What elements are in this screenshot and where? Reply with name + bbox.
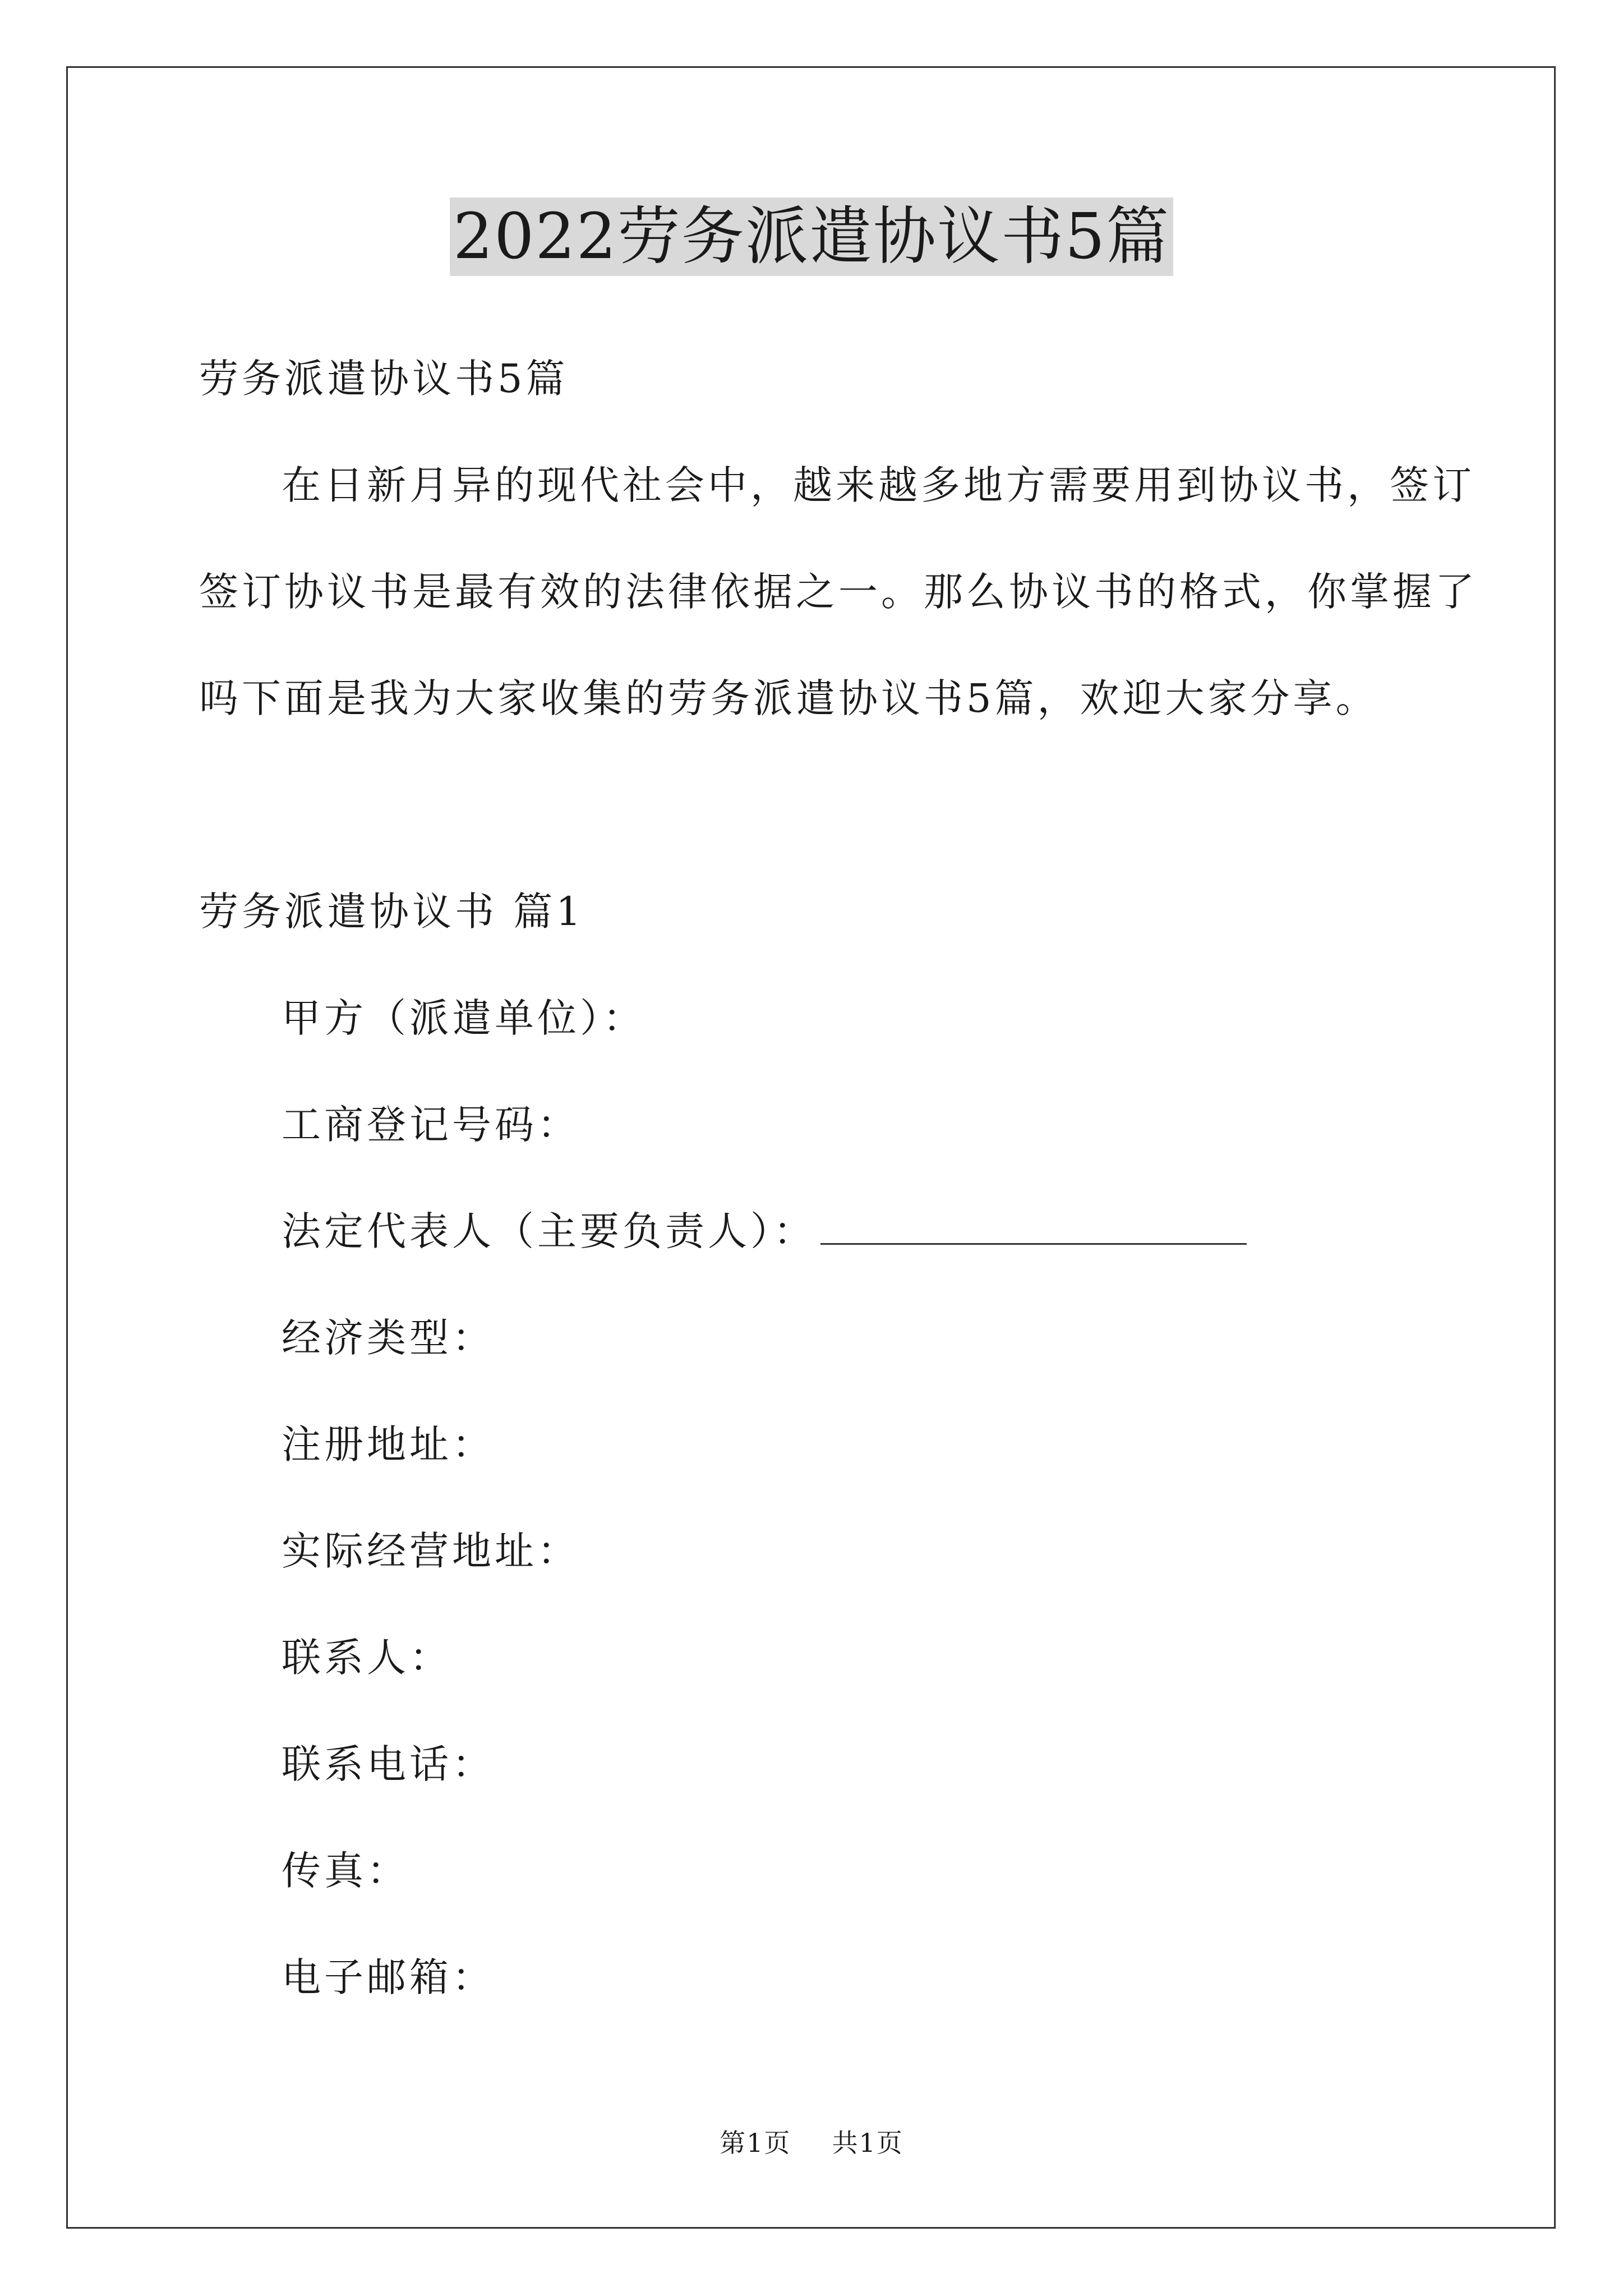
intro-line-2: 签订协议书是最有效的法律依据之一。那么协议书的格式，你掌握了: [199, 569, 1478, 615]
field-registered-address: 注册地址：: [282, 1421, 495, 1467]
field-legal-representative: 法定代表人（主要负责人）：: [282, 1208, 816, 1254]
field-fax: 传真：: [282, 1848, 409, 1894]
section-heading: 劳务派遣协议书 篇1: [199, 889, 584, 935]
page-number: 第1页: [720, 2128, 791, 2158]
document-title: 2022劳务派遣协议书5篇: [450, 197, 1173, 276]
document-subtitle: 劳务派遣协议书5篇: [199, 356, 569, 402]
page-footer: [0, 2126, 1623, 2160]
field-contact-phone: 联系电话：: [282, 1741, 495, 1787]
page-total: 共1页: [832, 2128, 903, 2158]
intro-line-1: 在日新月异的现代社会中，越来越多地方需要用到协议书，签订: [282, 462, 1475, 508]
legal-representative-blank: [820, 1208, 1247, 1245]
field-contact-person: 联系人：: [282, 1635, 452, 1681]
field-email: 电子邮箱：: [282, 1954, 495, 2000]
title-container: [0, 197, 1623, 276]
field-registration-number: 工商登记号码：: [282, 1102, 580, 1148]
field-economic-type: 经济类型：: [282, 1315, 495, 1361]
field-business-address: 实际经营地址：: [282, 1528, 580, 1574]
intro-line-3: 吗下面是我为大家收集的劳务派遣协议书5篇，欢迎大家分享。: [199, 675, 1378, 721]
field-party-a: 甲方（派遣单位）：: [282, 995, 645, 1041]
field-legal-representative-row: [282, 1206, 1247, 1257]
